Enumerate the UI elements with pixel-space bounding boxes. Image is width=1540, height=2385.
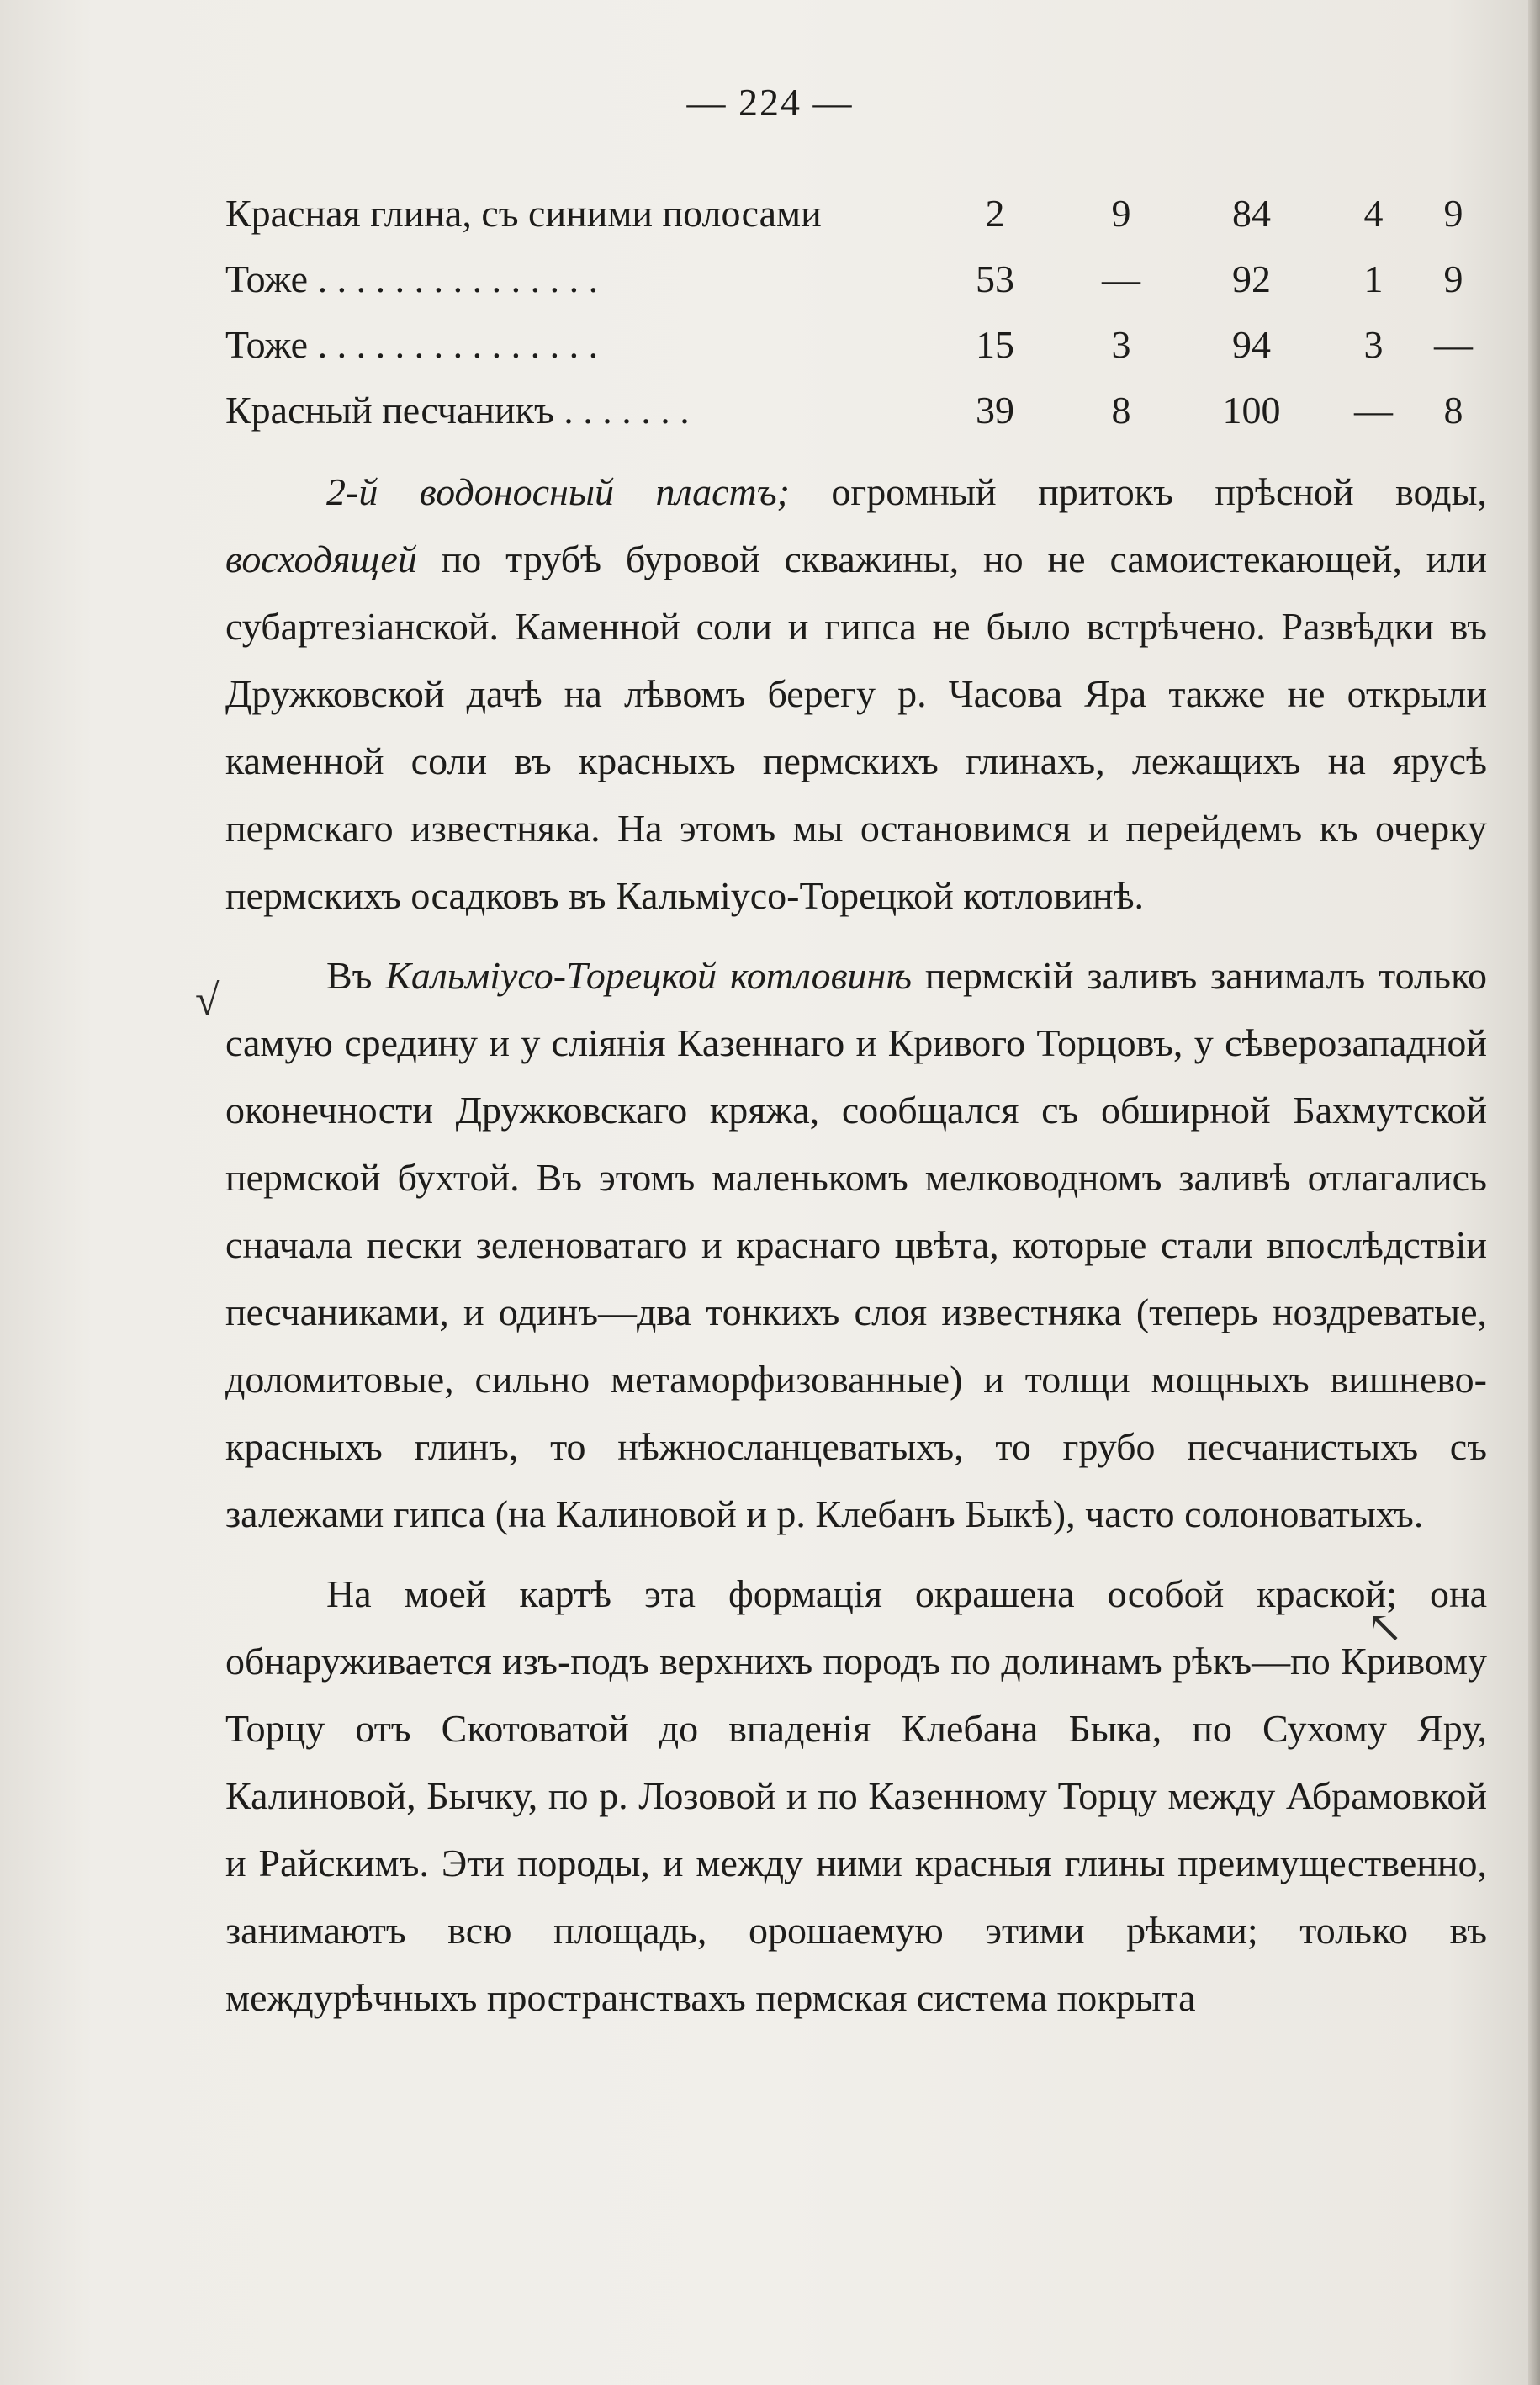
paragraph-text: по трубѣ буровой скважины, но не самоистекающей, или субартезіанской. Каменной соли и гипса не было встрѣчено. Развѣдки въ Дружковской дачѣ на лѣвомъ берегу р. Часова Яра также не открыли каменной соли въ красныхъ пермскихъ глинахъ, лежащихъ на ярусѣ пермскаго известняка. На этомъ мы остановимся и перейдемъ къ очерку пермскихъ осадковъ въ Кальміусо-Торецкой котловинѣ. <box>225 538 1487 917</box>
paragraph-basin <box>225 942 1487 1548</box>
cell: 1 <box>1363 257 1384 300</box>
paragraph-map <box>225 1561 1487 2032</box>
italic-term: Кальміусо-Торецкой котловинѣ <box>385 954 913 997</box>
cell: 8 <box>1443 389 1463 432</box>
table-row <box>225 181 1504 246</box>
cell: — <box>1354 389 1393 432</box>
body-text <box>225 458 1487 2044</box>
row-label: Тоже . . . . . . . . . . . . . . . <box>225 323 599 366</box>
cell: 3 <box>1111 323 1131 366</box>
cell: — <box>1434 323 1473 366</box>
cell: 9 <box>1111 192 1131 235</box>
table-row <box>225 378 1504 443</box>
data-table <box>225 181 1504 443</box>
table-row <box>225 246 1504 312</box>
cell: 84 <box>1232 192 1271 235</box>
cell: 94 <box>1232 323 1271 366</box>
page-number: — 224 — <box>686 81 854 124</box>
row-label: Красный песчаникъ . . . . . . . <box>225 389 690 432</box>
page-edge <box>1528 0 1540 2385</box>
cell: 39 <box>976 389 1014 432</box>
cell: 8 <box>1111 389 1131 432</box>
check-mark-icon: √ <box>195 977 220 1025</box>
paragraph-text: пермскій заливъ занималъ только самую средину и у сліянія Казеннаго и Кривого Торцовъ, у сѣверозападной оконечности Дружковскаго кряжа, сообщался съ обширной Бахмутской пермской бухтой. Въ этомъ маленькомъ мелководномъ заливѣ отлагались сначала пески зеленоватаго и краснаго цвѣта, которые стали впослѣдствіи песчаниками, и одинъ—два тонкихъ слоя известняка (теперь ноздреватые, доломитовые, сильно метаморфизованные) и толщи мощныхъ вишнево-красныхъ глинъ, то нѣжносланцеватыхъ, то грубо песчанистыхъ съ залежами гипса (на Калиновой и р. Клебанъ Быкѣ), часто солоноватыхъ. <box>225 954 1488 1535</box>
cell: 15 <box>976 323 1014 366</box>
cell: 53 <box>976 257 1014 300</box>
cell: 100 <box>1222 389 1281 432</box>
cell: 2 <box>985 192 1005 235</box>
table-row <box>225 312 1504 378</box>
cell: 3 <box>1363 323 1384 366</box>
italic-heading: 2-й водоносный пластъ; <box>326 470 790 513</box>
cell: 9 <box>1443 192 1463 235</box>
row-label: Тоже . . . . . . . . . . . . . . . <box>225 257 599 300</box>
italic-term: восходящей <box>225 538 417 580</box>
arrow-mark-icon: ↖ <box>1367 1604 1404 1652</box>
row-label: Красная глина, съ синими полосами <box>225 192 822 235</box>
cell: 9 <box>1443 257 1463 300</box>
cell: — <box>1102 257 1140 300</box>
cell: 4 <box>1363 192 1384 235</box>
paragraph-text: Въ <box>326 954 386 997</box>
paragraph-text: огромный притокъ прѣсной воды, <box>789 470 1487 513</box>
cell: 92 <box>1232 257 1271 300</box>
paragraph-aquifer <box>225 458 1487 930</box>
paragraph-text: На моей картѣ эта формація окрашена особой краской; она обнаруживается изъ-подъ верхнихъ породъ по долинамъ рѣкъ—по Кривому Торцу отъ Скотоватой до впаденія Клебана Быка, по Сухому Яру, Калиновой, Бычку, по р. Лозовой и по Казенному Торцу между Абрамовкой и Райскимъ. Эти породы, и между ними красныя глины преимущественно, занимаютъ всю площадь, орошаемую этими рѣками; только въ междурѣчныхъ пространствахъ пермская система покрыта <box>225 1572 1487 2019</box>
